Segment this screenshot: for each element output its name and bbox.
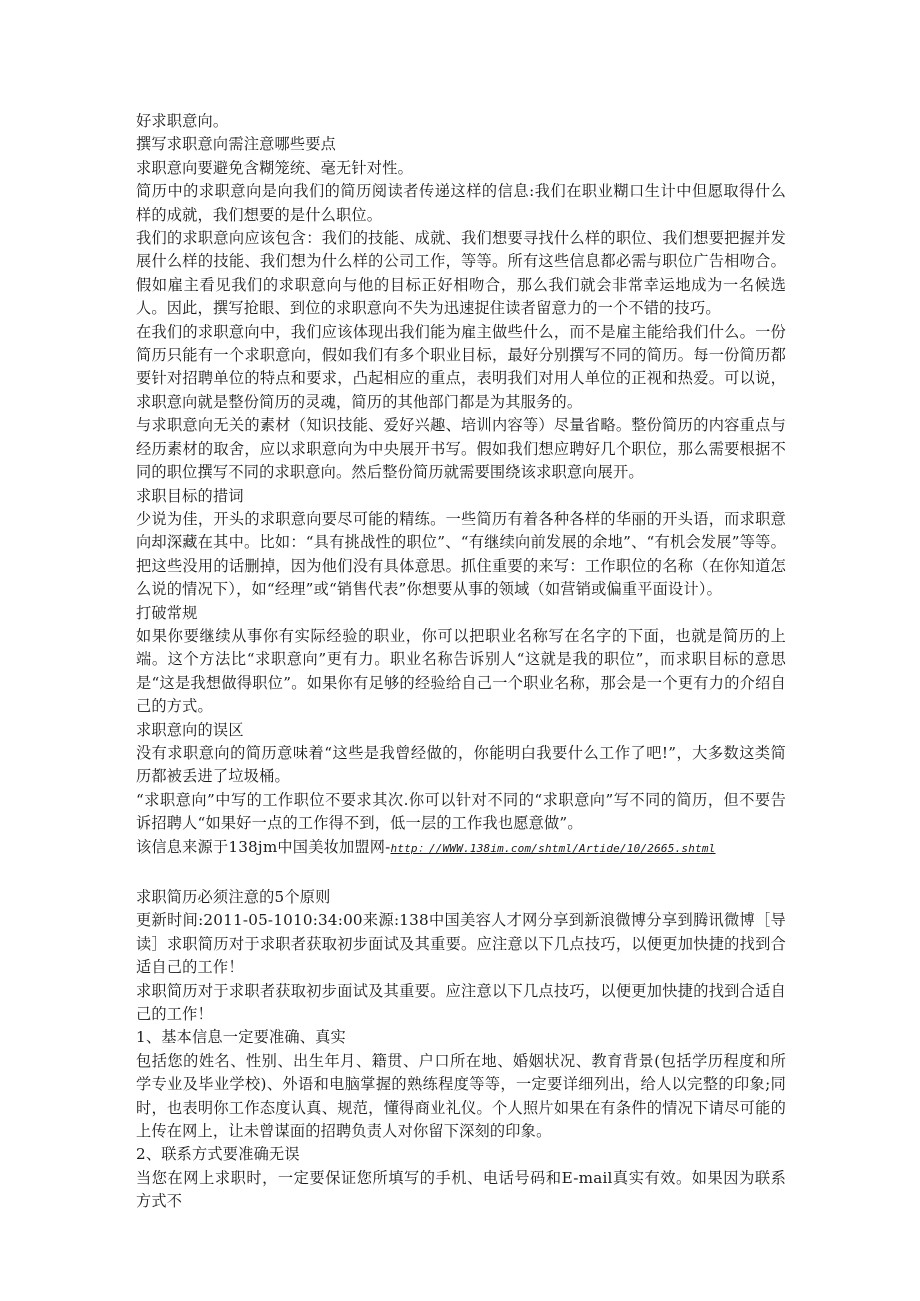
paragraph: “求职意向”中写的工作职位不要求其次.你可以针对不同的“求职意向”写不同的简历，但不要告诉招聘人“如果好一点的工作得不到，低一层的工作我也愿意做”。 (136, 790, 786, 833)
section-heading: 求职目标的措词 (136, 486, 244, 505)
paragraph: 与求职意向无关的素材（知识技能、爱好兴趣、培训内容等）尽量省略。整份简历的内容重点与经历素材的取舍，应以求职意向为中央展开书写。假如我们想应聘好几个职位，那么需要根据不同的职位撰写不同的求职意向。然后整份简历就需要围绕该求职意向展开。 (136, 416, 786, 482)
paragraph: 求职意向要避免含糊笼统、毫无针对性。 (136, 158, 413, 177)
article-meta: 更新时间:2011-05-1010:34:00来源:138中国美容人才网分享到新浪微博分享到腾讯微博［导读］求职简历对于求职者获取初步面试及其重要。应注意以下几点技巧，以便更加快捷的找到合适自己的工作！ (136, 911, 786, 977)
section-heading: 打破常规 (136, 603, 198, 622)
article-title: 求职简历必须注意的5个原则 (136, 888, 331, 906)
paragraph: 当您在网上求职时，一定要保证您所填写的手机、电话号码和E-mail真实有效。如果因为联系方式不 (136, 1168, 786, 1211)
list-heading: 1、基本信息一定要准确、真实 (136, 1028, 346, 1047)
paragraph: 在我们的求职意向中，我们应该体现出我们能为雇主做些什么，而不是雇主能给我们什么。一份简历只能有一个求职意向，假如我们有多个职业目标，最好分别撰写不同的简历。每一份简历都要针对招聘单位的特点和要求，凸起相应的重点，表明我们对用人单位的正视和热爱。可以说，求职意向就是整份简历的灵魂，简历的其他部门都是为其服务的。 (136, 322, 786, 411)
document-body (136, 110, 786, 1214)
spacer (136, 860, 786, 886)
paragraph: 简历中的求职意向是向我们的简历阅读者传递这样的信息:我们在职业糊口生计中但愿取得什么样的成就，我们想要的是什么职位。 (136, 182, 786, 224)
source-prefix: 该信息来源于138jm中国美妆加盟网- (136, 837, 391, 856)
paragraph: 我们的求职意向应该包含：我们的技能、成就、我们想要寻找什么样的职位、我们想要把握并发展什么样的技能、我们想为什么样的公司工作，等等。所有这些信息都必需与职位广告相吻合。假如雇主看见我们的求职意向与他的目标正好相吻合，那么我们就会非常幸运地成为一名候选人。因此，撰写抢眼、到位的求职意向不失为迅速捉住读者留意力的一个不错的技巧。 (136, 229, 786, 318)
paragraph: 没有求职意向的简历意味着“这些是我曾经做的，你能明白我要什么工作了吧!”，大多数这类简历都被丢进了垃圾桶。 (136, 743, 786, 786)
text-line: 好求职意向。 (136, 112, 229, 130)
source-line (136, 836, 786, 860)
paragraph: 包括您的姓名、性别、出生年月、籍贯、户口所在地、婚姻状况、教育背景(包括学历程度和所学专业及毕业学校)、外语和电脑掌握的熟练程度等等，一定要详细列出，给人以完整的印象;同时，也表明你工作态度认真、规范，懂得商业礼仪。个人照片如果在有条件的情况下请尽可能的上传在网上，让未曾谋面的招聘负责人对你留下深刻的印象。 (136, 1051, 786, 1141)
list-heading: 2、联系方式要准确无误 (136, 1145, 300, 1164)
paragraph: 少说为佳，开头的求职意向要尽可能的精练。一些简历有着各种各样的华丽的开头语，而求职意向却深藏在其中。比如：“具有挑战性的职位”、“有继续向前发展的余地”、“有机会发展”等等。把这些没用的话删掉，因为他们没有具体意思。抓住重要的来写：工作职位的名称（在你知道怎么说的情况下），如“经理”或“销售代表”你想要从事的领域（如营销或偏重平面设计）。 (136, 509, 786, 599)
source-link[interactable]: http：//WWW.138im.com/shtml/Artide/10/2665.shtml (390, 841, 716, 855)
section-heading: 求职意向的误区 (136, 720, 244, 739)
section-heading: 撰写求职意向需注意哪些要点 (136, 135, 337, 154)
paragraph: 求职简历对于求职者获取初步面试及其重要。应注意以下几点技巧，以便更加快捷的找到合适自己的工作！ (136, 981, 786, 1024)
paragraph: 如果你要继续从事你有实际经验的职业，你可以把职业名称写在名字的下面，也就是简历的上端。这个方法比“求职意向”更有力。职业名称告诉别人“这就是我的职位”，而求职目标的意思是“这是我想做得职位”。如果你有足够的经验给自己一个职业名称，那会是一个更有力的介绍自己的方式。 (136, 626, 786, 716)
